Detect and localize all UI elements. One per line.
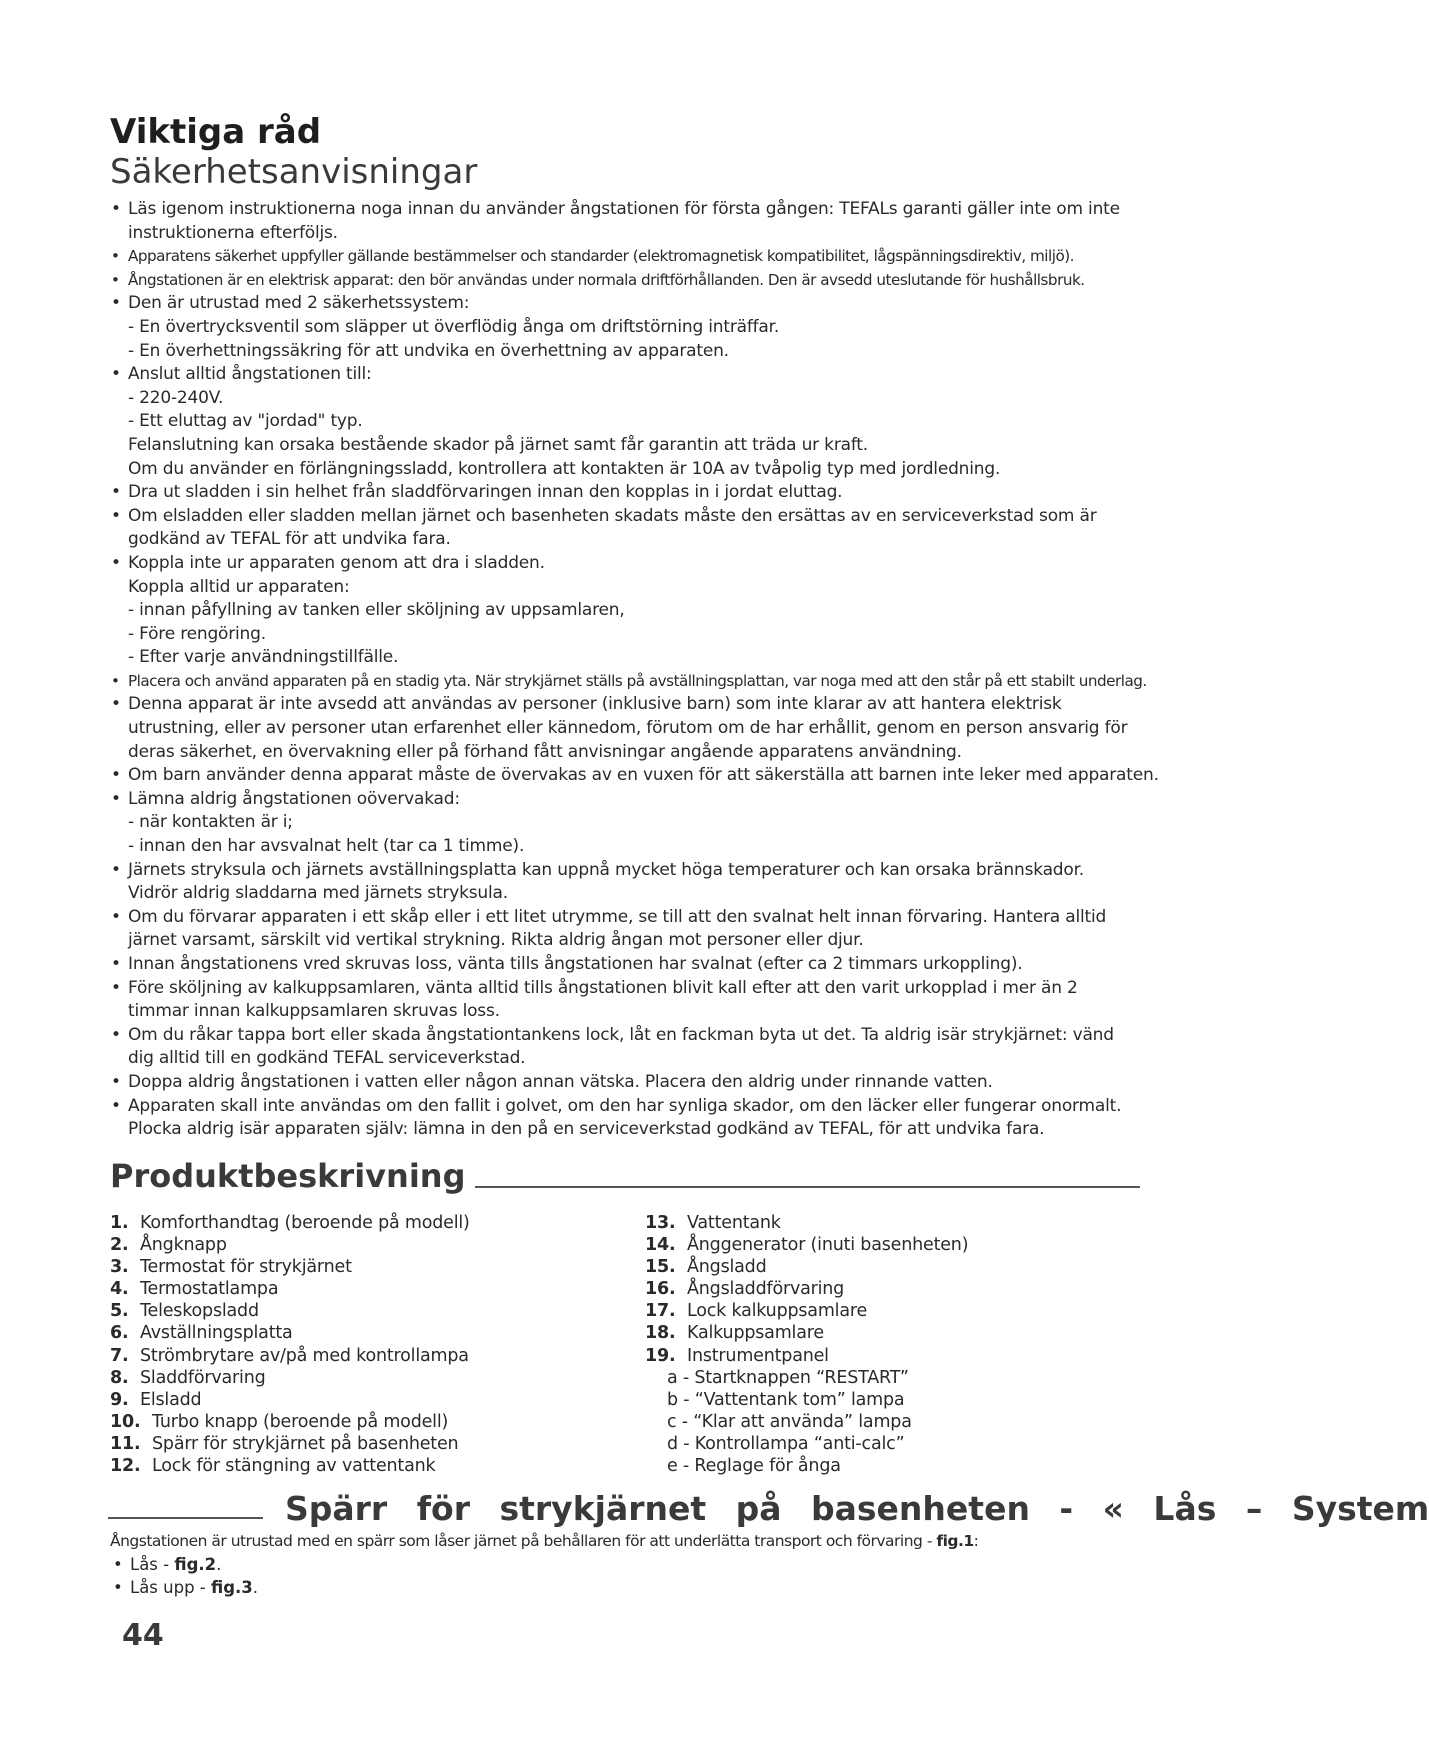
intro-text: Ångstationen är utrustad med en spärr som låser järnet på behållaren för att underlätta transport och förvaring - (110, 1532, 937, 1550)
item-number: 11. (110, 1433, 141, 1454)
list-item (110, 1433, 630, 1455)
item-label: Avställningsplatta (140, 1323, 293, 1344)
panel-subitem: c - “Klar att använda” lampa (667, 1411, 912, 1432)
list-item (110, 1553, 1140, 1576)
list-item: • Järnets stryksula och järnets avställningsplatta kan uppnå mycket höga temperaturer och kan orsaka brännskador. Vidrör aldrig sladdarna med järnets stryksula. (108, 859, 1138, 906)
item-number: 3. (110, 1257, 129, 1278)
list-subitem: - Före rengöring. (128, 623, 266, 644)
item-number: 9. (110, 1389, 129, 1410)
list-item (110, 1278, 630, 1300)
list-item: • Om barn använder denna apparat måste de övervakas av en vuxen för att säkerställa att barnen inte leker med apparaten. (108, 764, 1138, 788)
item-end: . (252, 1578, 259, 1597)
list-subitem: - En övertrycksventil som släpper ut överflödig ånga om driftstörning inträffar. (128, 316, 780, 337)
item-number: 12. (110, 1456, 141, 1477)
item-label: Ångknapp (140, 1235, 227, 1256)
section-title: Viktiga råd (110, 112, 322, 152)
panel-subitem: b - “Vattentank tom” lampa (667, 1389, 905, 1410)
list-item (110, 1411, 630, 1433)
item-label: Spärr för strykjärnet på basenheten (152, 1433, 459, 1454)
item-label: Teleskopsladd (140, 1301, 259, 1322)
item-end: . (216, 1555, 222, 1574)
list-item (645, 1256, 1135, 1278)
item-number: 5. (110, 1301, 129, 1322)
list-item (110, 1322, 630, 1344)
list-item (110, 1455, 630, 1477)
list-item: • Före sköljning av kalkuppsamlaren, vänta alltid tills ångstationen blivit kall efter att den varit urkopplad i mer än 2 timmar innan kalkuppsamlaren skruvas loss. (108, 977, 1138, 1024)
list-item: • Om du förvarar apparaten i ett skåp eller i ett litet utrymme, se till att den svalnat helt innan förvaring. Hantera alltid järnet varsamt, särskilt vid vertikal strykning. Rikta aldrig ångan mot personer eller djur. (108, 906, 1138, 953)
section-subtitle: Säkerhetsanvisningar (110, 152, 478, 192)
lock-system-heading (108, 1489, 1429, 1528)
list-item: • Denna apparat är inte avsedd att användas av personer (inklusive barn) som inte klarar av att hantera elektrisk utrustning, eller av personer utan erfarenhet eller kännedom, förutom om de har erhållit, genom en person ansvarig för deras säkerhet, en övervakning eller på förhand fått anvisningar angående apparatens användning. (108, 693, 1138, 764)
list-item (110, 1576, 1140, 1599)
list-item (110, 1345, 630, 1367)
item-label: Ånggenerator (inuti basenheten) (687, 1235, 969, 1256)
list-item (110, 1256, 630, 1278)
item-label: Sladdförvaring (140, 1367, 266, 1388)
item-number: 6. (110, 1323, 129, 1344)
list-item: • Om elsladden eller sladden mellan järnet och basenheten skadats måste den ersättas av en serviceverkstad som är godkänd av TEFAL för att undvika fara. (108, 505, 1138, 552)
item-label: Komforthandtag (beroende på modell) (140, 1213, 470, 1233)
list-item: • Läs igenom instruktionerna noga innan du använder ångstationen för första gången: TEFALs garanti gäller inte om inte instruktionerna efterföljs. (108, 198, 1138, 245)
list-item: • Lämna aldrig ångstationen oövervakad: (108, 788, 1138, 812)
list-item (645, 1234, 1135, 1256)
item-label: Lock kalkuppsamlare (687, 1301, 868, 1322)
panel-subitem: e - Reglage för ånga (667, 1456, 841, 1477)
list-subitem: - 220-240V. (128, 387, 224, 408)
figure-ref: fig.3 (211, 1578, 253, 1597)
lock-intro (110, 1530, 1140, 1553)
item-label: Strömbrytare av/på med kontrollampa (140, 1345, 469, 1366)
item-label: Termostat för strykjärnet (140, 1257, 352, 1278)
list-item (110, 1212, 630, 1234)
page-number: 44 (122, 1618, 164, 1653)
item-label: Kalkuppsamlare (687, 1323, 824, 1344)
list-item: • Doppa aldrig ångstationen i vatten eller någon annan vätska. Placera den aldrig under rinnande vatten. (108, 1071, 1138, 1095)
list-item (645, 1300, 1135, 1322)
item-label: Turbo knapp (beroende på modell) (152, 1411, 449, 1432)
item-label: Lås - (130, 1555, 175, 1574)
item-number: 19. (645, 1345, 676, 1366)
lock-system-text (110, 1530, 1140, 1599)
item-number: 16. (645, 1279, 676, 1300)
list-item: • Ångstationen är en elektrisk apparat: den bör användas under normala driftförhållanden. Den är avsedd uteslutande för hushållsbruk. (108, 269, 1138, 293)
item-number: 10. (110, 1411, 141, 1432)
list-subitem: - En överhettningssäkring för att undvika en överhettning av apparaten. (128, 340, 729, 361)
item-number: 14. (645, 1235, 676, 1256)
item-number: 1. (110, 1213, 129, 1233)
panel-subitem: d - Kontrollampa “anti-calc” (667, 1433, 905, 1454)
list-item (110, 1389, 630, 1411)
list-subitem: - innan påfyllning av tanken eller sköljning av uppsamlaren, (128, 600, 625, 621)
list-subitem: - Ett eluttag av "jordad" typ. (128, 411, 363, 432)
item-number: 4. (110, 1279, 129, 1300)
item-number: 15. (645, 1257, 676, 1278)
list-subitem: - när kontakten är i; (128, 812, 293, 833)
list-item (110, 1367, 630, 1389)
parts-list-left (110, 1212, 630, 1477)
list-item: • Dra ut sladden i sin helhet från sladdförvaringen innan den kopplas in i jordat eluttag. (108, 481, 1138, 505)
list-item (645, 1322, 1135, 1344)
item-label: Vattentank (687, 1213, 781, 1233)
list-item: • Apparatens säkerhet uppfyller gällande bestämmelser och standarder (elektromagnetisk kompatibilitet, lågspänningsdirektiv, miljö). (108, 245, 1138, 269)
list-item: • Anslut alltid ångstationen till: (108, 363, 1138, 387)
list-item: • Innan ångstationens vred skruvas loss, vänta tills ångstationen har svalnat (efter ca 2 timmars urkoppling). (108, 953, 1138, 977)
list-item (645, 1345, 1135, 1367)
list-item: • Koppla inte ur apparaten genom att dra i sladden. (108, 552, 1138, 576)
list-note: Koppla alltid ur apparaten: (128, 576, 350, 597)
intro-end: : (973, 1532, 979, 1550)
item-label: Instrumentpanel (687, 1345, 829, 1366)
panel-subitem: a - Startknappen “RESTART” (667, 1367, 909, 1388)
heading-rule (475, 1186, 1140, 1188)
product-description-heading (110, 1157, 1140, 1195)
figure-ref: fig.1 (936, 1532, 974, 1550)
figure-ref: fig.2 (174, 1555, 217, 1574)
item-label: Ångsladdförvaring (687, 1279, 845, 1300)
list-item: • Den är utrustad med 2 säkerhetssystem: (108, 292, 1138, 316)
list-note: Om du använder en förlängningssladd, kontrollera att kontakten är 10A av tvåpolig typ med jordledning. (128, 458, 1001, 479)
list-subitem: - Efter varje användningstillfälle. (128, 647, 399, 668)
parts-list-right (645, 1212, 1135, 1477)
item-number: 7. (110, 1345, 129, 1366)
list-item: • Placera och använd apparaten på en stadig yta. När strykjärnet ställs på avställningsplattan, var noga med att den står på ett stabilt underlag. (108, 670, 1138, 694)
list-item: • Apparaten skall inte användas om den fallit i golvet, om den har synliga skador, om den läcker eller fungerar onormalt. Plocka aldrig isär apparaten själv: lämna in den på en serviceverkstad godkänd av TEFAL, för att undvika fara. (108, 1095, 1138, 1142)
list-subitem: - innan den har avsvalnat helt (tar ca 1 timme). (128, 836, 525, 857)
item-label: Lock för stängning av vattentank (152, 1456, 436, 1477)
item-label: Ångsladd (687, 1257, 767, 1278)
list-item (110, 1234, 630, 1256)
heading-text: Spärr för strykjärnet på basenheten - « Lås – System (285, 1489, 1429, 1528)
heading-rule (108, 1517, 263, 1519)
item-number: 17. (645, 1301, 676, 1322)
item-label: Elsladd (140, 1389, 202, 1410)
safety-instructions-list (108, 198, 1159, 1142)
item-number: 13. (645, 1213, 676, 1233)
list-item (645, 1278, 1135, 1300)
item-number: 18. (645, 1323, 676, 1344)
list-note: Felanslutning kan orsaka bestående skador på järnet samt får garantin att träda ur kraft. (128, 434, 868, 455)
list-item (645, 1212, 1135, 1234)
list-item (110, 1300, 630, 1322)
heading-text: Produktbeskrivning (110, 1157, 466, 1195)
list-item: • Om du råkar tappa bort eller skada ångstationtankens lock, låt en fackman byta ut det. Ta aldrig isär strykjärnet: vänd dig alltid till en godkänd TEFAL serviceverkstad. (108, 1024, 1138, 1071)
item-label: Termostatlampa (140, 1279, 279, 1300)
item-number: 8. (110, 1367, 129, 1388)
item-number: 2. (110, 1235, 129, 1256)
item-label: Lås upp - (130, 1578, 211, 1597)
